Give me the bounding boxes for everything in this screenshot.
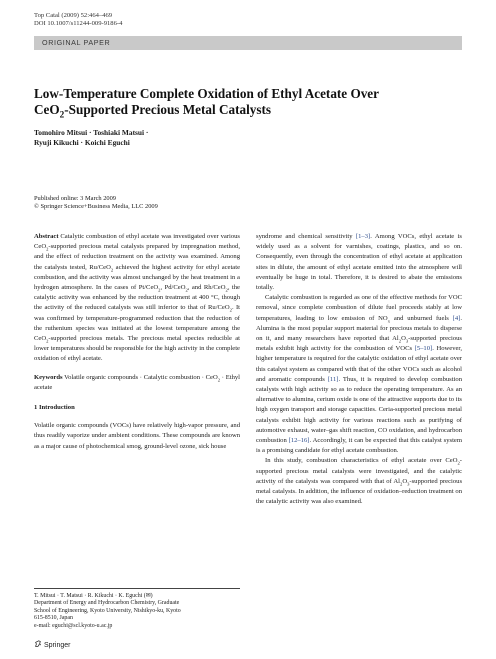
title-line-1: Low-Temperature Complete Oxidation of Ethyl Acetate Over	[34, 86, 380, 101]
author-list	[34, 128, 464, 148]
publication-info	[34, 195, 158, 211]
journal-citation	[34, 12, 122, 28]
right-column	[256, 232, 462, 507]
citation-link[interactable]: [1–3]	[355, 233, 371, 240]
authors-line-2: Ryuji Kikuchi · Koichi Eguchi	[34, 138, 130, 147]
citation-link[interactable]: [11]	[327, 375, 339, 383]
citation-link[interactable]: [12–16]	[288, 437, 310, 445]
publisher-footer	[34, 640, 70, 649]
body-paragraph-2: Catalytic combustion is regarded as one of the effective methods for VOC removal, since complete combustion of dilute fuel proceeds stably at low temperatures, leading to low emission of $NO_x$ and unburned fuels [4]. Alumina is the most popular support material for precious metals to disperse on it, and many researchers have reported that $Al_2O_3$-supported precious metals exhibit high activity for the combustion of VOCs [5–10]. However, higher temperature is required for the catalytic oxidation of ethyl acetate over this catalyst system as compared with that of the other VOCs such as alcohol and aromatic compounds [11]. Thus, it is required to develop combustion catalysts with high activity so as to reduce the operating temperature. As an alternative to alumina, cerium oxide is one of the attractive supports due to its high oxygen transport and storage capacities. Ceria-supported precious metal catalysts exhibit high activity for various reactions such as purifying of automotive exhaust, water–gas shift reaction, CO oxidation, and hydrocarbon combustion [12–16]. Accordingly, it can be expected that this catalyst system is a promising candidate for ethyl acetate combustion.	[256, 294, 462, 455]
affiliation-department: Department of Energy and Hydrocarbon Chemistry, Graduate	[34, 600, 180, 607]
author-affiliation	[34, 588, 240, 630]
publisher-name: Springer	[44, 642, 71, 649]
affiliation-names: T. Mitsui · T. Matsui · R. Kikuchi · K. Eguchi (✉)	[34, 593, 153, 599]
journal-volume-pages: Top Catal (2009) 52:464–469	[34, 12, 113, 19]
affiliation-school: School of Engineering, Kyoto University, Nishikyo-ku, Kyoto	[34, 607, 181, 614]
published-date: Published online: 3 March 2009	[34, 195, 117, 202]
body-paragraph-1: syndrome and chemical sensitivity [1–3]. Among VOCs, ethyl acetate is widely used as a solvent for varnishes, coatings, plastics, and so on. Consequently, even through the concentration of ethyl acetate at application sites in dilute, the amount of ethyl acetate emitted into the atmosphere will eventually be huge in total. Therefore, it is desired to abate the emissions totally.	[256, 233, 462, 292]
title-line-2: CeO$_2$-Supported Precious Metal Catalysts	[34, 102, 271, 120]
keywords-label: Keywords	[34, 373, 63, 381]
article-type-banner	[34, 36, 462, 50]
abstract-paragraph: Abstract Catalytic combustion of ethyl acetate was investigated over various CeO$_2$-supported precious metal catalysts prepared by impregnation method, and the effect of reduction treatment on the activity was examined. Among the catalysts tested, Ru/CeO$_2$ achieved the highest activity for ethyl acetate combustion, and the activity was almost unchanged by the heat treatment in a hydrogen atmosphere. In the cases of Pt/CeO$_2$, Pd/CeO$_2$, and Rh/CeO$_2$, the catalytic activity was enhanced by the reduction treatment at 400 °C, though the activity of the reduced catalysts was still inferior to that of Ru/CeO$_2$. It was confirmed by temperature-programmed reduction that the reduction of the ruthenium species was initiated at the lowest temperature among the CeO$_2$-supported precious metals. The precious metal species reducible at lower temperatures should be responsible for the high activity in the complete oxidation of ethyl acetate.	[34, 233, 240, 363]
springer-horse-icon	[34, 640, 42, 648]
intro-paragraph: Volatile organic compounds (VOCs) have relatively high-vapor pressure, and thus readily vaporize under ambient conditions. These compounds are known as a major cause of photochemical smog, ground-level ozone, sick house	[34, 422, 240, 450]
journal-doi[interactable]: DOI 10.1007/s11244-009-9186-4	[34, 20, 123, 28]
citation-link[interactable]: [5–10]	[414, 345, 433, 353]
citation-link[interactable]: [4]	[452, 314, 461, 322]
article-type-label: ORIGINAL PAPER	[42, 38, 111, 47]
affiliation-email[interactable]: e-mail: eguchi@scl.kyoto-u.ac.jp	[34, 622, 113, 629]
copyright-notice: © Springer Science+Business Media, LLC 2009	[34, 203, 158, 210]
authors-line-1: Tomohiro Mitsui · Toshiaki Matsui ·	[34, 128, 149, 137]
section-heading-introduction: 1 Introduction	[34, 404, 75, 412]
left-column	[34, 232, 240, 452]
paper-title	[34, 86, 464, 118]
body-paragraph-3: In this study, combustion characteristics of ethyl acetate over CeO$_2$-supported precious metal catalysts were investigated, and the catalytic activity of the catalysts was compared with that of $Al_2O_3$-supported precious metal catalysts. In addition, the influence of oxidation–reduction treatment on the catalytic activity was also examined.	[256, 457, 463, 506]
affiliation-postal: 615-8510, Japan	[34, 615, 73, 622]
keywords-paragraph: Keywords Volatile organic compounds · Catalytic combustion · CeO$_2$ · Ethyl acetate	[34, 373, 240, 391]
abstract-label: Abstract	[34, 233, 59, 240]
